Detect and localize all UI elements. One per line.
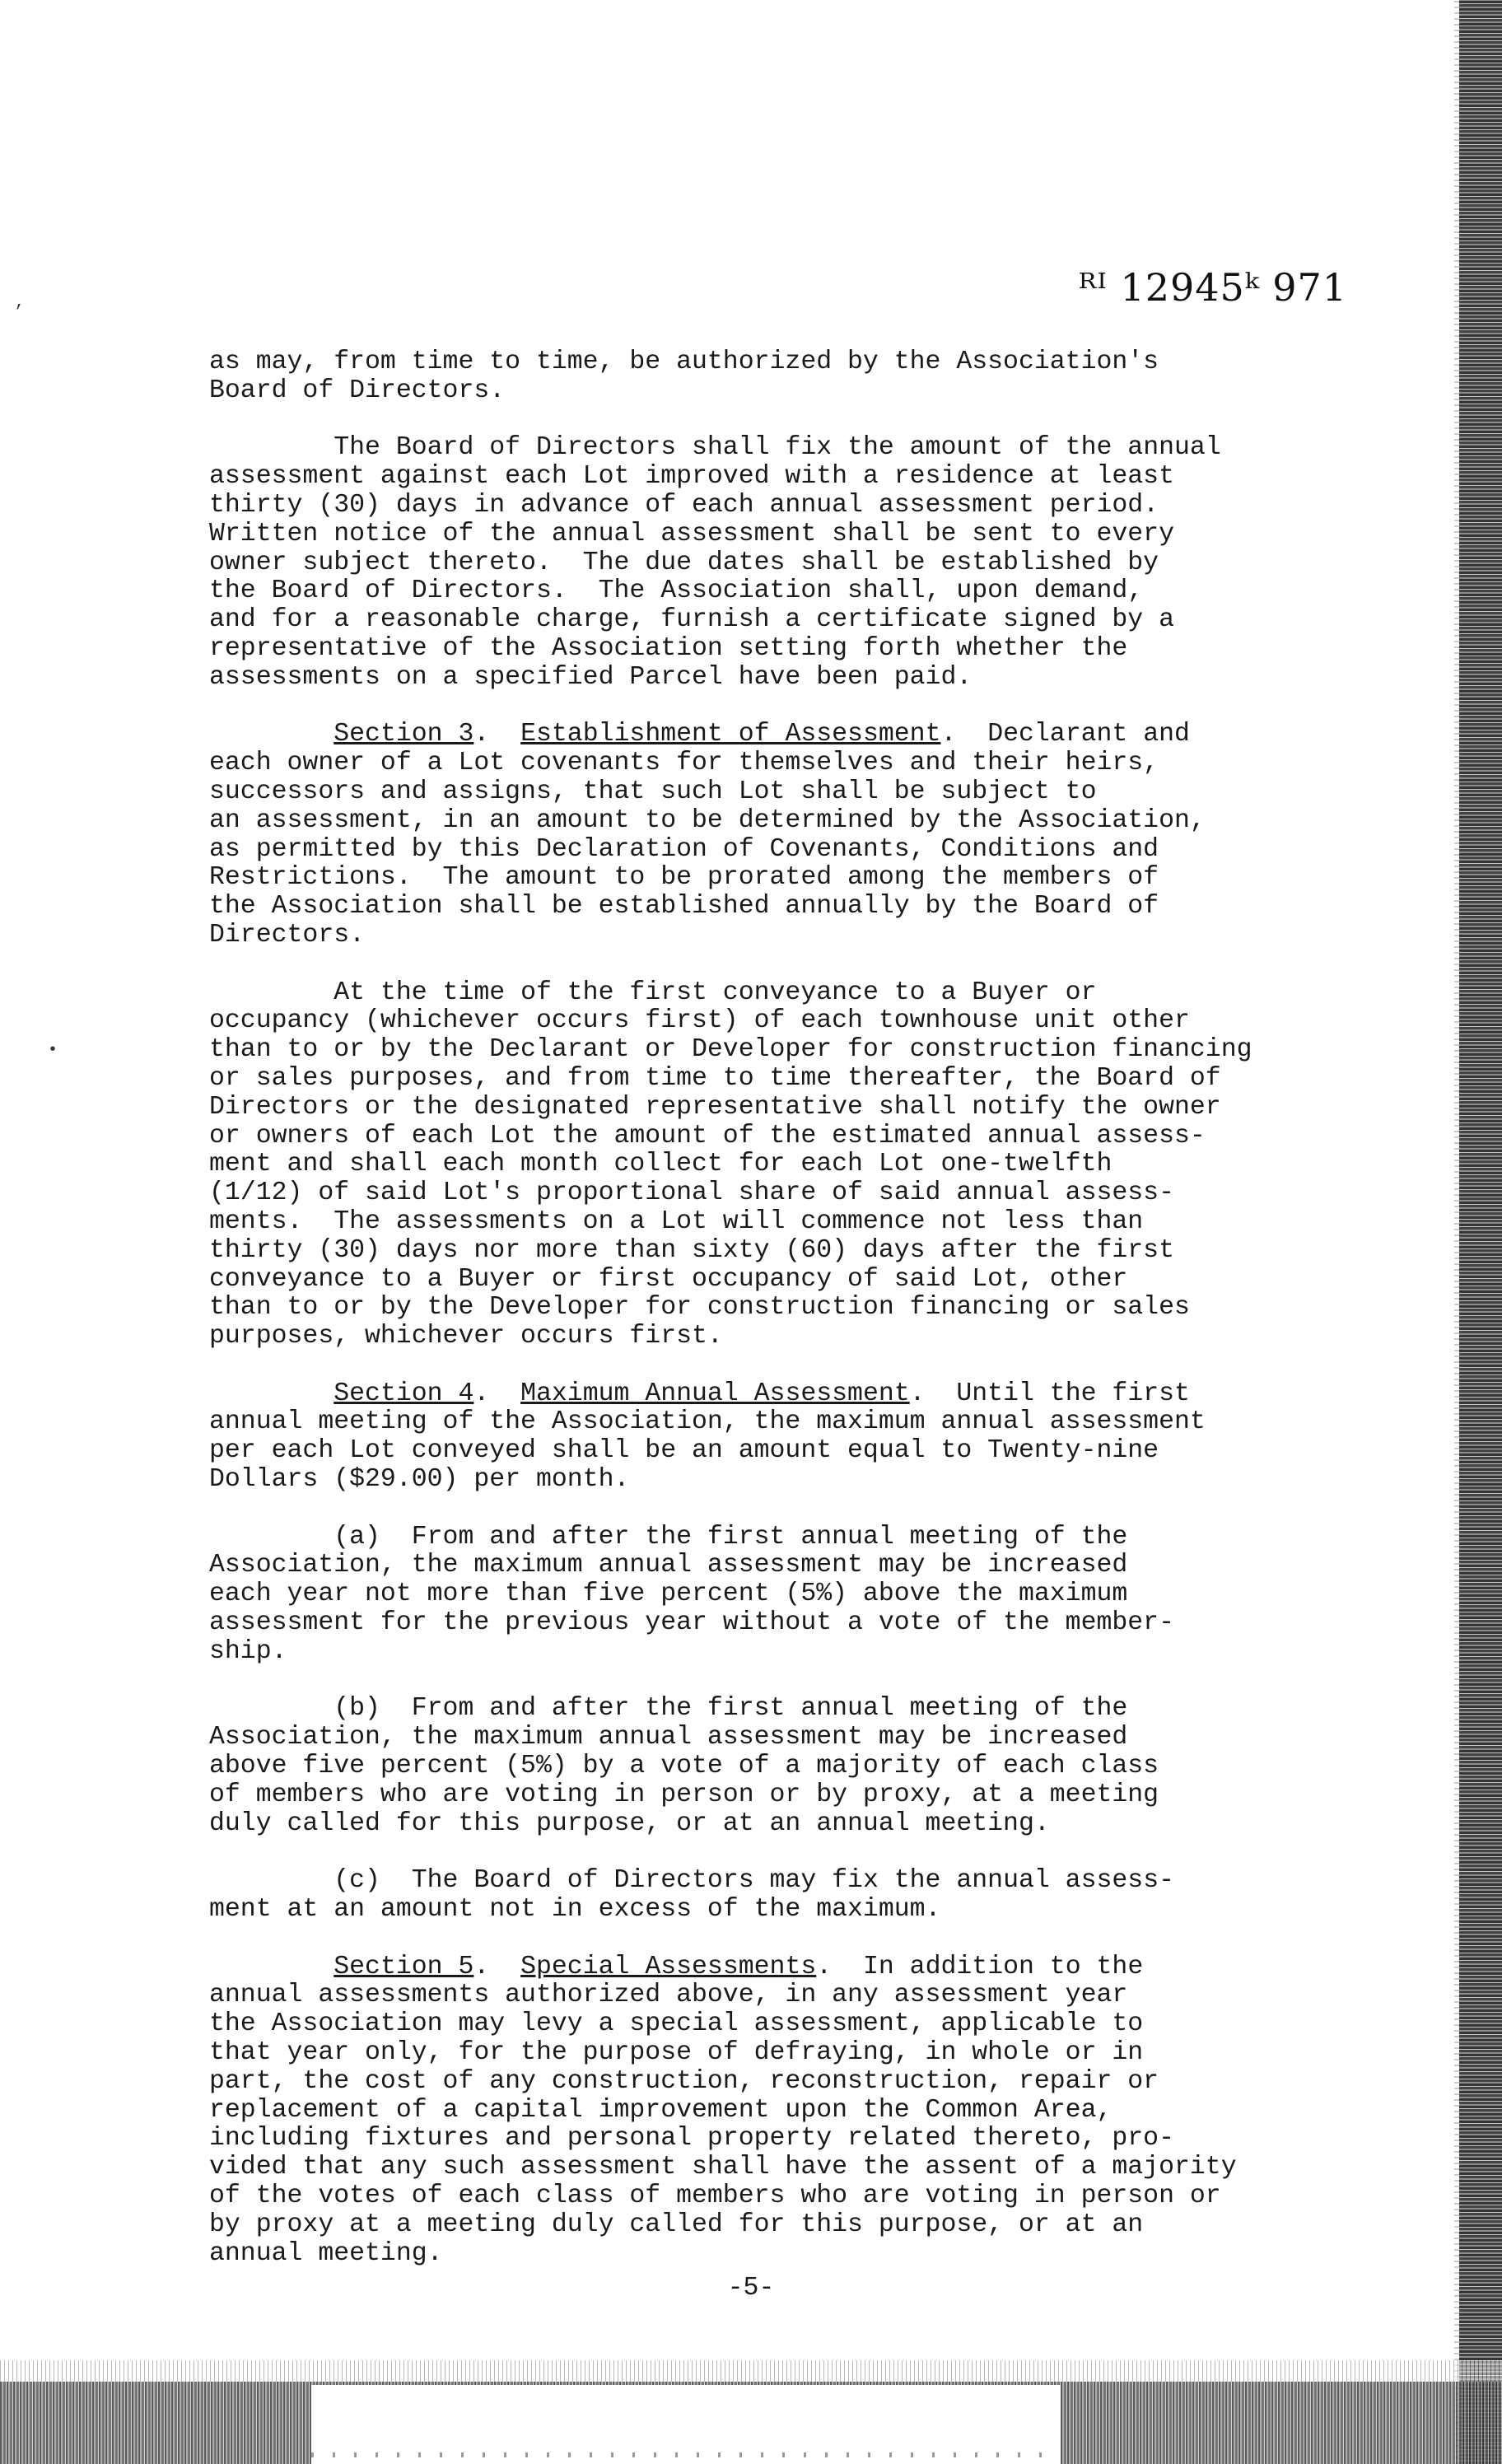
paragraph-section-4	[209, 1380, 1395, 1495]
scan-edge-bottom-shadow	[0, 2360, 1502, 2382]
section-4-body: . Until the first annual meeting of the Association, the maximum annual assessment per each Lot conveyed shall be an amount equal to Twenty-nine Dollars ($29.00) per month.	[209, 1379, 1206, 1495]
paragraph-item-a: (a) From and after the first annual meeting of the Association, the maximum annual assessment may be increased each year not more than five percent (5%) above the maximum assessment for the previous year without a vote of the member- ship.	[209, 1522, 1174, 1666]
page-number: -5-	[727, 2274, 775, 2303]
recording-stamp: ᴿᴵ 12945ᵏ 971	[1078, 265, 1347, 310]
section-5-label: Section 5	[334, 1952, 474, 1981]
scan-speck: ,	[15, 293, 26, 312]
scan-bottom-dots	[311, 2452, 1061, 2457]
section-4-label: Section 4	[334, 1379, 474, 1408]
paragraph-continuation: as may, from time to time, be authorized by the Association's Board of Directors.	[209, 348, 1159, 405]
section-5-separator: .	[473, 1952, 521, 1981]
paragraph-annual-assessment-notice: The Board of Directors shall fix the amount of the annual assessment against each Lot improved with a residence at least thirty (30) days in advance of each annual assessment period. Written notice of the annual assessment shall be sent to every owner subject thereto. The due dates shall be established by the Board of Directors. The Association shall, upon demand, and for a reasonable charge, furnish a certificate signed by a representative of the Association setting forth whether the assessments on a specified Parcel have been paid.	[209, 433, 1221, 692]
section-3-title: Establishment of Assessment	[520, 720, 941, 749]
indent	[209, 720, 334, 749]
section-4-title: Maximum Annual Assessment	[520, 1379, 910, 1408]
paragraph-section-3	[209, 721, 1395, 950]
section-5-body: . In addition to the annual assessments authorized above, in any assessment year the Association may levy a special assessment, applicable to that year only, for the purpose of defraying, in whole or in part, the cost of any construction, reconstruction, repair or replacement of a capital improvement upon the Common Area, including fixtures and personal property related thereto, pro- vided that any such assessment shall have the assent of a majority of the votes of each class of members who are voting in person or by proxy at a meeting duly called for this purpose, or at an annual meeting.	[209, 1952, 1237, 2268]
section-3-label: Section 3	[334, 720, 474, 749]
section-3-separator: .	[473, 720, 521, 749]
paragraph-item-b: (b) From and after the first annual meeting of the Association, the maximum annual assessment may be increased above five percent (5%) by a vote of a majority of each class of members who are voting in person or by proxy, at a meeting duly called for this purpose, or at an annual meeting.	[209, 1694, 1159, 1838]
indent	[209, 1379, 334, 1408]
paragraph-item-c: (c) The Board of Directors may fix the annual assess- ment at an amount not in excess of the maximum.	[209, 1866, 1175, 1925]
scan-edge-right	[1459, 0, 1502, 2464]
paragraph-section-5	[209, 1953, 1395, 2269]
indent	[209, 1953, 334, 1981]
section-5-title: Special Assessments	[520, 1952, 817, 1981]
section-3-body: . Declarant and each owner of a Lot covenants for themselves and their heirs, successors and assigns, that such Lot shall be subject to an assessment, in an amount to be determined by the Association, as permitted by this Declaration of Covenants, Conditions and Restrictions. The amount to be prorated among the members of the Association shall be established annually by the Board of Directors.	[209, 720, 1206, 950]
section-4-separator: .	[473, 1379, 521, 1408]
document-body	[209, 348, 1395, 2297]
paragraph-first-conveyance: At the time of the first conveyance to a Buyer or occupancy (whichever occurs first) of each townhouse unit other than to or by the Declarant or Developer for construction financing or sales purposes, and from time to time thereafter, the Board of Directors or the designated representative shall notify the owner or owners of each Lot the amount of the estimated annual assess- ment and shall each month collect for each Lot one-twelfth (1/12) of said Lot's proportional share of said annual assess- ments. The assessments on a Lot will commence not less than thirty (30) days nor more than sixty (60) days after the first conveyance to a Buyer or first occupancy of said Lot, other than to or by the Developer for construction financing or sales purposes, whichever occurs first.	[209, 978, 1252, 1351]
scan-speck: •	[48, 1041, 58, 1060]
